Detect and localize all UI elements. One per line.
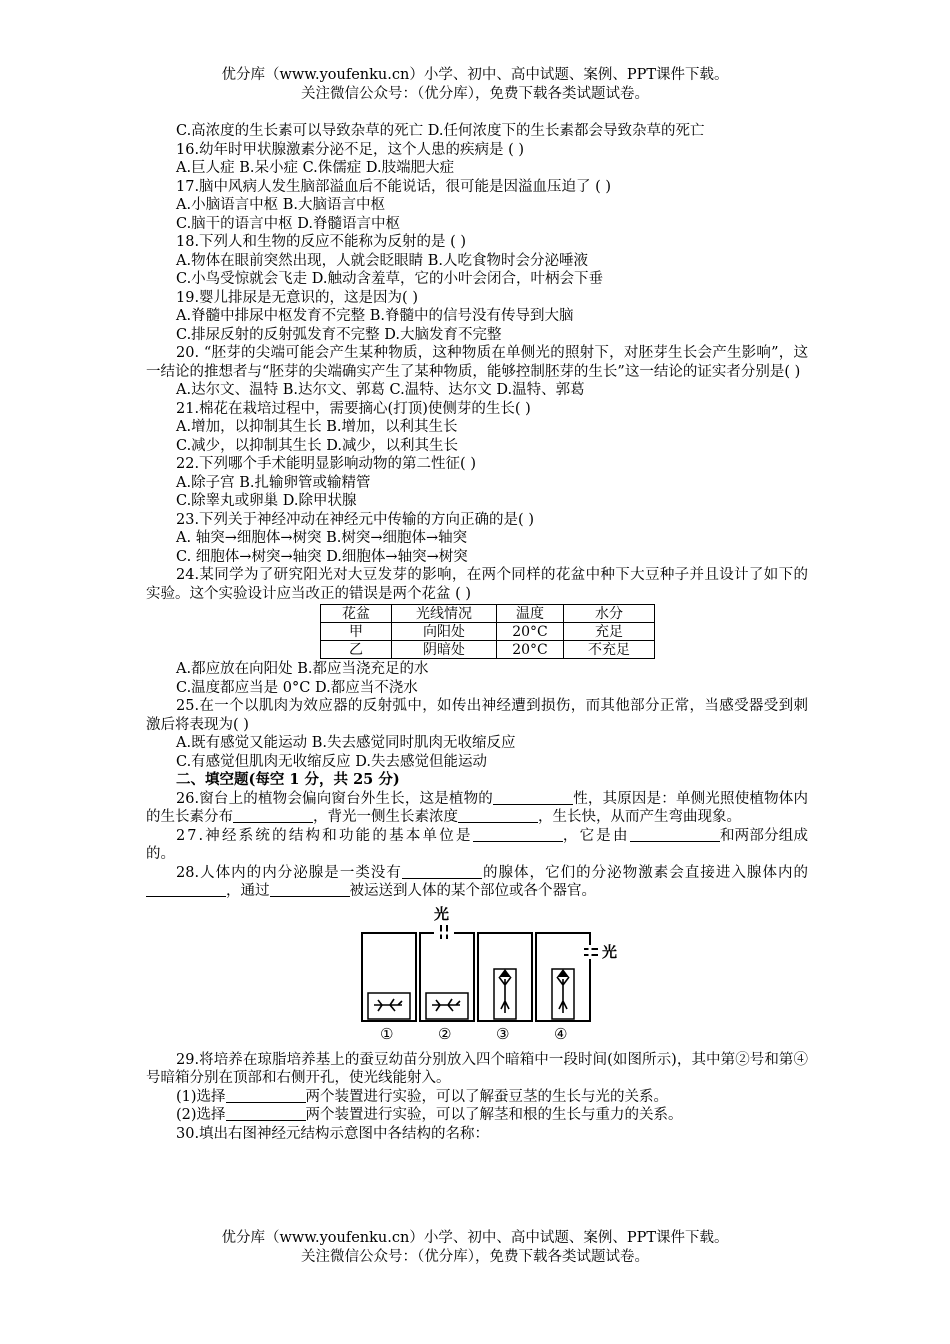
q21-stem: 21.棉花在栽培过程中，需要摘心(打顶)使侧芽的生长( )	[176, 400, 531, 417]
table-cell: 乙	[321, 641, 392, 659]
table-row	[321, 641, 655, 659]
q28-part-d: 被运送到人体的某个部位或各个器官。	[349, 883, 596, 899]
q23-stem: 23.下列关于神经冲动在神经元中传输的方向正确的是( )	[176, 511, 534, 528]
box-label-4: ④	[554, 1024, 568, 1043]
leaf-icon	[557, 969, 569, 977]
seedling-upright-3	[499, 977, 511, 1013]
answer-blank[interactable]	[458, 808, 538, 823]
experiment-table	[320, 604, 655, 659]
seedling-horizontal-2	[432, 999, 460, 1011]
box-label-2: ②	[438, 1024, 452, 1043]
table-cell: 20°C	[497, 623, 564, 641]
q29-stem: 29.将培养在琼脂培养基上的蚕豆幼苗分别放入四个暗箱中一段时间(如图所示)，其中第②号和第④号暗箱分别在顶部和右侧开孔，使光线能射入。	[146, 1051, 808, 1086]
q23-options-1: A. 轴突→细胞体→树突 B.树突→细胞体→轴突	[176, 530, 468, 546]
q19-options-2: C.排尿反射的反射弧发育不完整 D.大脑发育不完整	[176, 326, 502, 343]
q21-options-2: C.减少，以抑制其生长 D.减少，以利其生长	[176, 437, 459, 454]
top-light-hole	[434, 925, 454, 939]
section-fill-in-title: 二、填空题(每空 1 分，共 25 分)	[176, 771, 400, 788]
q21-options-1: A.增加，以抑制其生长 B.增加，以利其生长	[176, 419, 458, 435]
q27-text	[146, 827, 808, 864]
q24-options-1: A.都应放在向阳处 B.都应当浇充足的水	[176, 661, 429, 677]
q18-stem: 18.下列人和生物的反应不能称为反射的是 ( )	[176, 234, 467, 250]
q22-options-2: C.除睾丸或卵巢 D.除甲状腺	[176, 493, 357, 509]
table-cell: 阴暗处	[392, 641, 497, 659]
answer-blank[interactable]	[233, 808, 313, 823]
table-header-cell: 花盆	[321, 605, 392, 623]
q26-part-a: 26.窗台上的植物会偏向窗台外生长，这是植物的	[176, 790, 493, 807]
header-line-2: 关注微信公众号：（优分库），免费下载各类试题试卷。	[301, 86, 649, 102]
footer-line-2: 关注微信公众号：（优分库），免费下载各类试题试卷。	[301, 1249, 649, 1265]
table-cell: 不充足	[564, 641, 655, 659]
answer-blank[interactable]	[270, 882, 350, 897]
header-line-1: 优分库（www.youfenku.cn）小学、初中、高中试题、案例、PPT课件下载。	[221, 67, 729, 83]
page-header	[0, 66, 950, 104]
answer-blank[interactable]	[493, 790, 573, 805]
table-header-cell: 温度	[497, 605, 564, 623]
table-header-row	[321, 605, 655, 623]
q17-stem: 17.脑中风病人发生脑部溢血后不能说话，很可能是因溢血压迫了 ( )	[176, 178, 612, 195]
table-cell: 充足	[564, 623, 655, 641]
q24-stem: 24.某同学为了研究阳光对大豆发芽的影响，在两个同样的花盆中种下大豆种子并且设计了如下的实验。这个实验设计应当改正的错误是两个花盆 ( )	[146, 567, 808, 602]
side-light-hole	[584, 945, 598, 959]
leaf-icon	[499, 969, 511, 977]
q26-text	[146, 790, 808, 827]
q18-options-2: C.小鸟受惊就会飞走 D.触动含羞草，它的小叶会闭合，叶柄会下垂	[176, 271, 604, 287]
table-cell: 向阳处	[392, 623, 497, 641]
q27-part-c: 和两部分组成的。	[146, 827, 809, 862]
dark-box-2	[420, 933, 474, 1021]
q29-s1-a: (1)选择	[176, 1088, 226, 1105]
q22-stem: 22.下列哪个手术能明显影响动物的第二性征( )	[176, 456, 476, 472]
q25-options-2: C.有感觉但肌肉无收缩反应 D.失去感觉但能运动	[176, 753, 488, 770]
footer-line-1: 优分库（www.youfenku.cn）小学、初中、高中试题、案例、PPT课件下载。	[221, 1230, 729, 1246]
q18-options-1: A.物体在眼前突然出现，人就会眨眼睛 B.人吃食物时会分泌唾液	[176, 252, 588, 269]
answer-blank[interactable]	[473, 827, 563, 842]
q20-stem: 20. “胚芽的尖端可能会产生某种物质，这种物质在单侧光的照射下，对胚芽生长会产生影响”，这一结论的推想者与“胚芽的尖端确实产生了某种物质，能够控制胚芽的生长”这一结论的证实者分别是( )	[146, 345, 808, 380]
table-cell: 20°C	[497, 641, 564, 659]
dark-box-1	[362, 933, 416, 1021]
page-footer	[0, 1229, 950, 1267]
q27-part-b: ，它是由	[562, 827, 630, 844]
answer-blank[interactable]	[146, 882, 226, 897]
dark-box-experiment-figure	[356, 905, 626, 1045]
q17-options-2: C.脑干的语言中枢 D.脊髓语言中枢	[176, 215, 401, 232]
light-label-right: 光	[602, 942, 618, 961]
q20-options: A.达尔文、温特 B.达尔文、郭葛 C.温特、达尔文 D.温特、郭葛	[176, 382, 585, 398]
box-label-1: ①	[380, 1024, 394, 1043]
q29-sub-2	[176, 1106, 808, 1125]
q19-stem: 19.婴儿排尿是无意识的，这是因为( )	[176, 289, 418, 306]
answer-blank[interactable]	[402, 864, 482, 879]
q26-part-b: 性，其原因是：单侧光照使植物体内的生长素分布	[146, 790, 808, 825]
q17-options-1: A.小脑语言中枢 B.大脑语言中枢	[176, 197, 385, 213]
q28-text	[146, 864, 808, 901]
q28-part-b: 的腺体，它们的分泌物激素会直接进入腺体内的	[481, 864, 808, 881]
answer-blank[interactable]	[226, 1088, 306, 1103]
exam-content	[146, 122, 809, 1143]
q25-stem: 25.在一个以肌肉为效应器的反射弧中，如传出神经遭到损伤，而其他部分正常，当感受器受到刺激后将表现为( )	[146, 698, 808, 733]
seedling-upright-4	[557, 977, 569, 1013]
q29-sub-1	[176, 1088, 808, 1107]
q16-options: A.巨人症 B.呆小症 C.侏儒症 D.肢端肥大症	[176, 160, 455, 176]
q23-options-2: C. 细胞体→树突→轴突 D.细胞体→轴突→树突	[176, 548, 468, 565]
q28-part-c: ，通过	[226, 883, 270, 899]
q25-options-1: A.既有感觉又能运动 B.失去感觉同时肌肉无收缩反应	[176, 735, 516, 751]
q29-s2-a: (2)选择	[176, 1107, 226, 1123]
agar-plate-2	[426, 993, 468, 1019]
q15-option-c: C.高浓度的生长素可以导致杂草的死亡 D.任何浓度下的生长素都会导致杂草的死亡	[176, 123, 705, 139]
q27-part-a: 27.神经系统的结构和功能的基本单位是	[176, 827, 473, 844]
q22-options-1: A.除子宫 B.扎输卵管或输精管	[176, 474, 371, 491]
answer-blank[interactable]	[630, 827, 720, 842]
light-label-top: 光	[434, 904, 450, 923]
q26-part-c: ，背光一侧生长素浓度	[313, 809, 458, 825]
answer-blank[interactable]	[226, 1106, 306, 1121]
box-label-3: ③	[496, 1024, 510, 1043]
table-header-cell: 水分	[564, 605, 655, 623]
q29-s2-b: 两个装置进行实验，可以了解茎和根的生长与重力的关系。	[305, 1107, 683, 1123]
q30-stem: 30.填出右图神经元结构示意图中各结构的名称：	[176, 1125, 490, 1142]
q19-options-1: A.脊髓中排尿中枢发育不完整 B.脊髓中的信号没有传导到大脑	[176, 308, 574, 324]
q28-part-a: 28.人体内的内分泌腺是一类没有	[176, 864, 402, 881]
agar-plate-1	[368, 993, 410, 1019]
q29-s1-b: 两个装置进行实验，可以了解蚕豆茎的生长与光的关系。	[305, 1088, 669, 1105]
q26-part-d: ，生长快，从而产生弯曲现象。	[538, 809, 741, 825]
q16-stem: 16.幼年时甲状腺激素分泌不足，这个人患的疾病是 ( )	[176, 141, 525, 158]
q24-options-2: C.温度都应当是 0°C D.都应当不浇水	[176, 679, 418, 696]
table-row	[321, 623, 655, 641]
table-header-cell: 光线情况	[392, 605, 497, 623]
table-cell: 甲	[321, 623, 392, 641]
seedling-horizontal-1	[374, 999, 402, 1011]
